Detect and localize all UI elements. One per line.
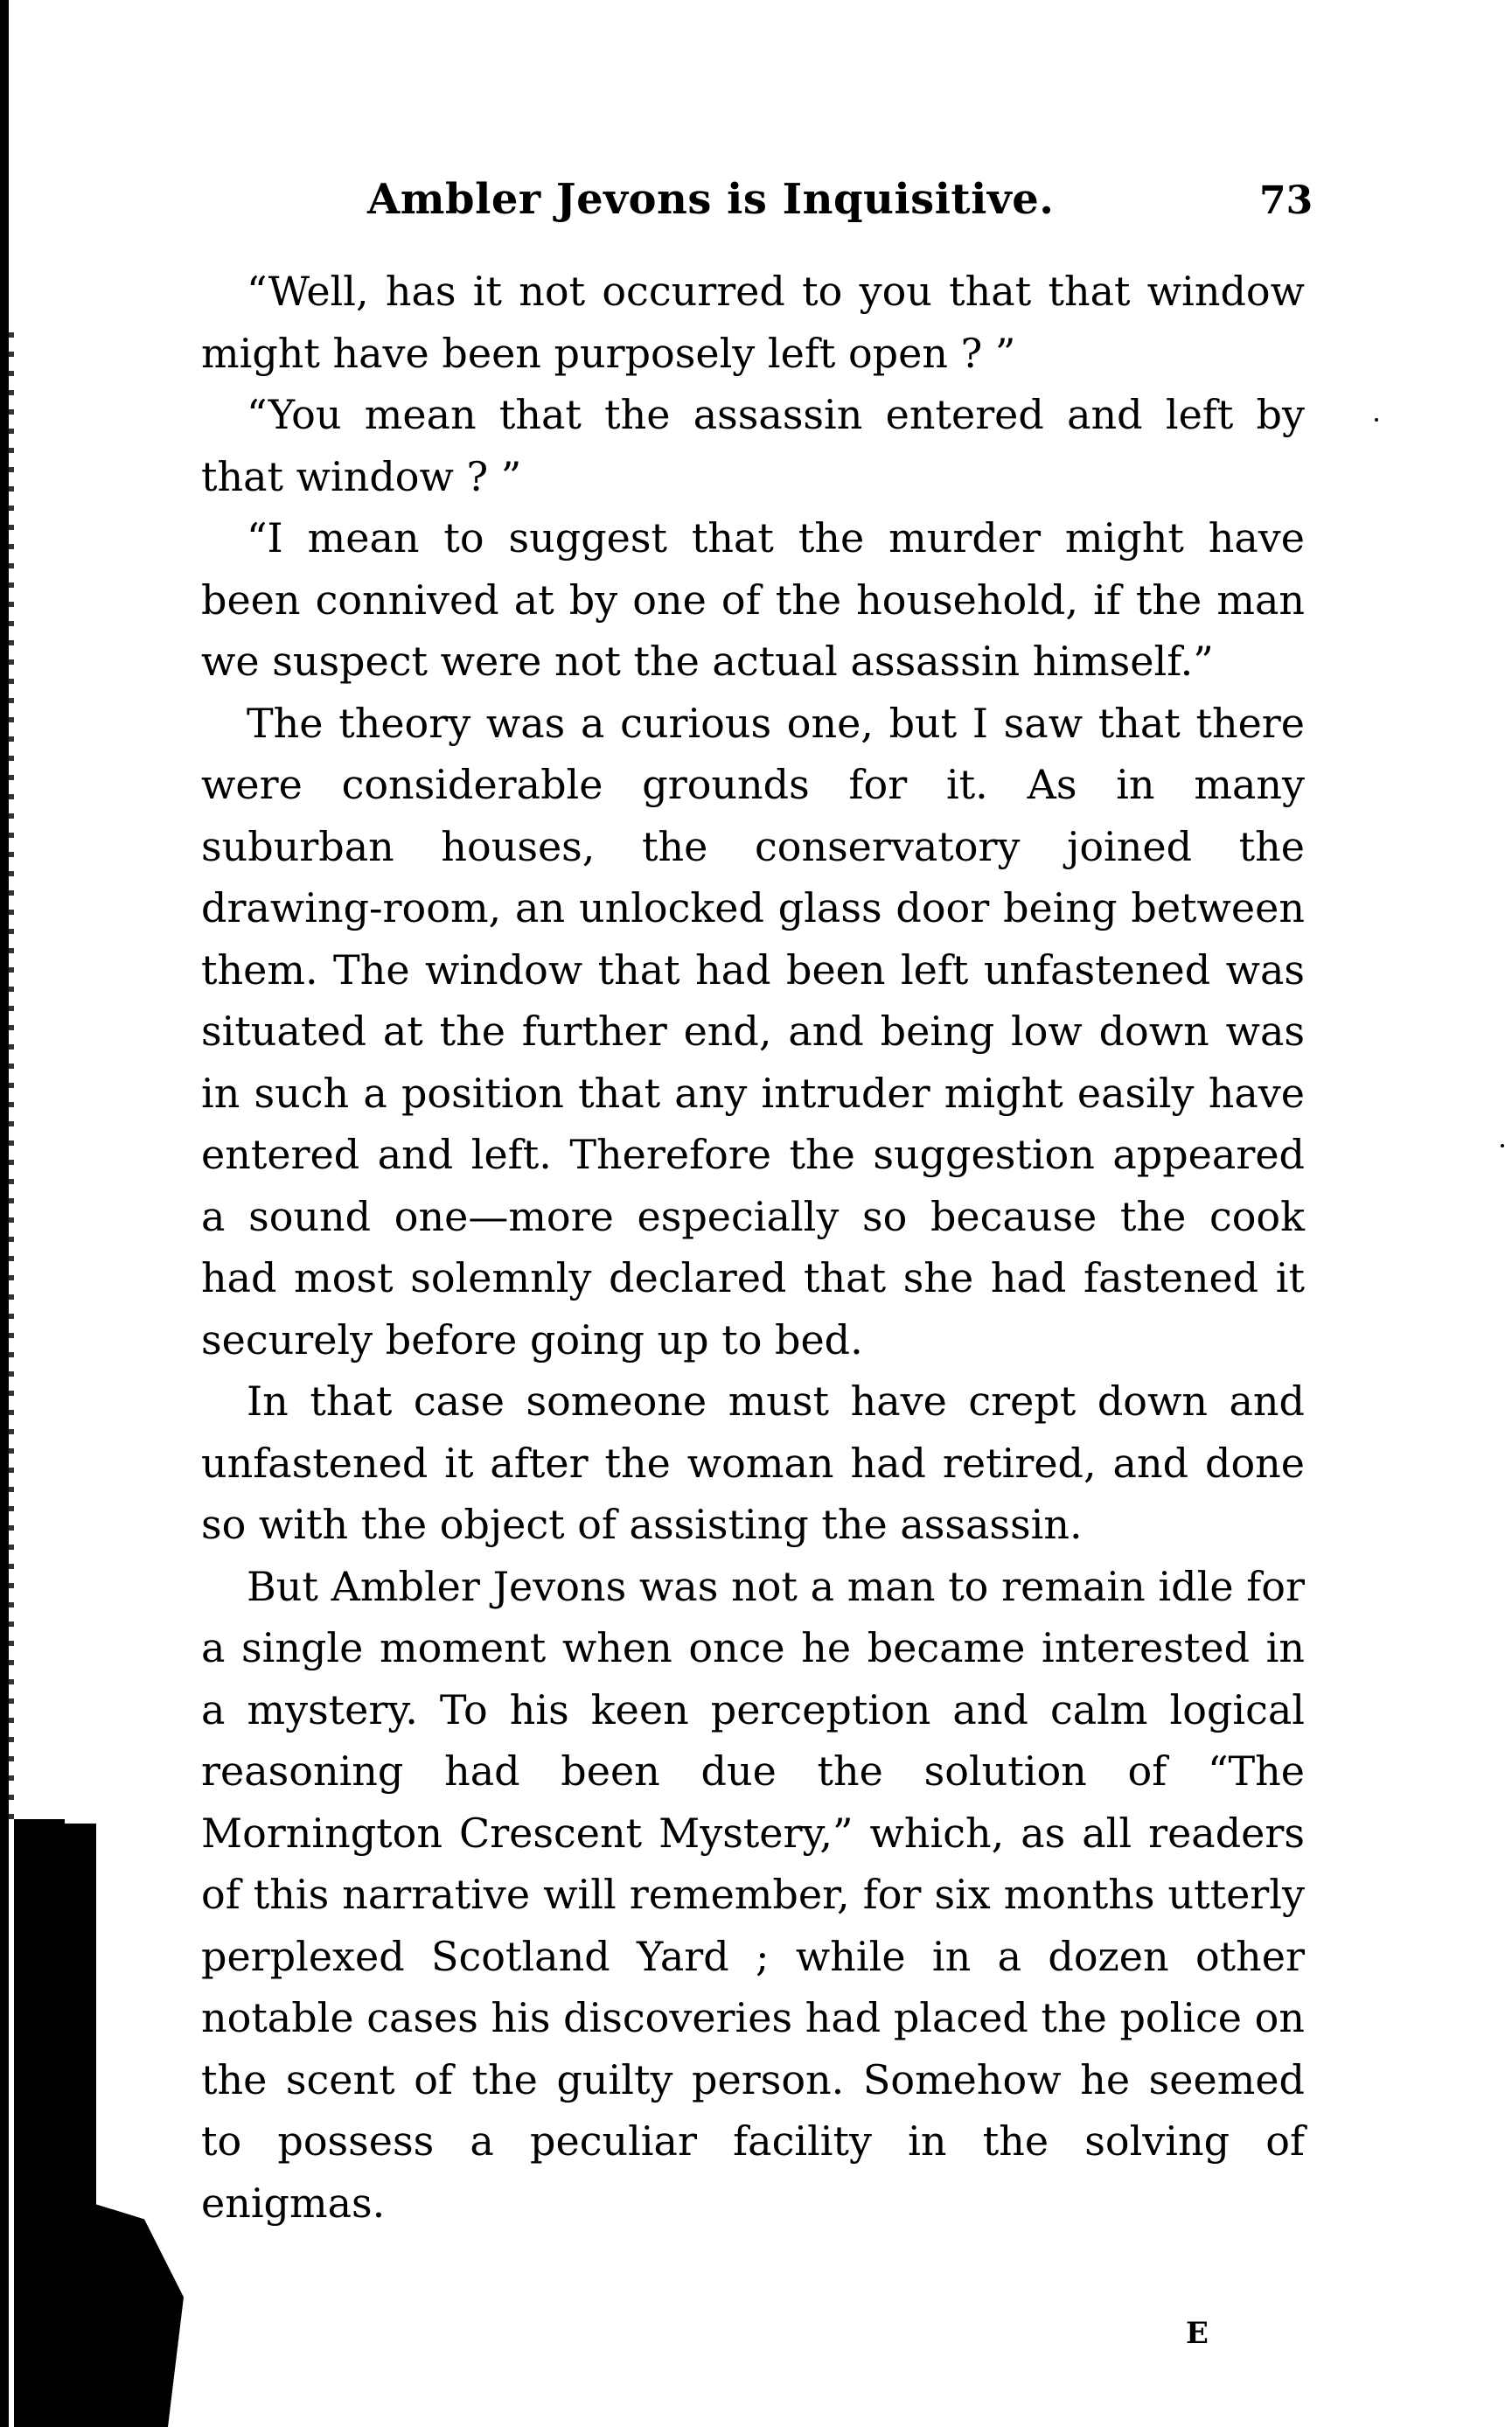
paragraph: But Ambler Jevons was not a man to remain idle for a single moment when once he became interested in a mystery. To his keen perception and calm logical reasoning had been due the solution of “The Mornington Crescent Mystery,” which, as all readers of this narrative will remember, for six months utterly perplexed Scotland Yard ; while in a dozen other notable cases his discoveries had placed the police on the scent of the guilty person. Somehow he seemed to possess a peculiar facility in the solving of enigmas. [201, 1562, 1305, 2227]
scan-edge-fleck [9, 332, 14, 1819]
body-text [201, 261, 1305, 2234]
paragraph: “You mean that the assassin entered and left by that window ? ” [201, 391, 1305, 500]
running-title: Ambler Jevons is Inquisitive. [367, 175, 1055, 224]
paragraph: “I mean to suggest that the murder might have been connived at by one of the household, if the man we suspect were not the actual assassin himself.” [201, 514, 1305, 685]
scan-speck [1501, 1144, 1504, 1147]
paragraph: In that case someone must have crept down and unfastened it after the woman had retired, and done so with the object of assisting the assassin. [201, 1377, 1305, 1548]
scan-speck [1375, 418, 1378, 422]
paragraph: The theory was a curious one, but I saw that there were considerable grounds for it. As in many suburban houses, the conservatory joined the drawing-room, an unlocked glass door being between them. The window that had been left unfastened was situated at the further end, and being low down was in such a position that any intruder might easily have entered and left. Therefore the suggestion appeared a sound one—more especially so because the cook had most solemnly declared that she had fastened it securely before going up to bed. [201, 699, 1305, 1363]
scan-edge-flare [52, 2191, 184, 2427]
running-head [367, 175, 1313, 245]
signature-mark: E [1186, 2316, 1209, 2351]
page-number: 73 [1259, 178, 1313, 223]
scan-edge-line [0, 0, 9, 2427]
paragraph: “Well, has it not occurred to you that that window might have been purposely left open ? ” [201, 268, 1305, 377]
